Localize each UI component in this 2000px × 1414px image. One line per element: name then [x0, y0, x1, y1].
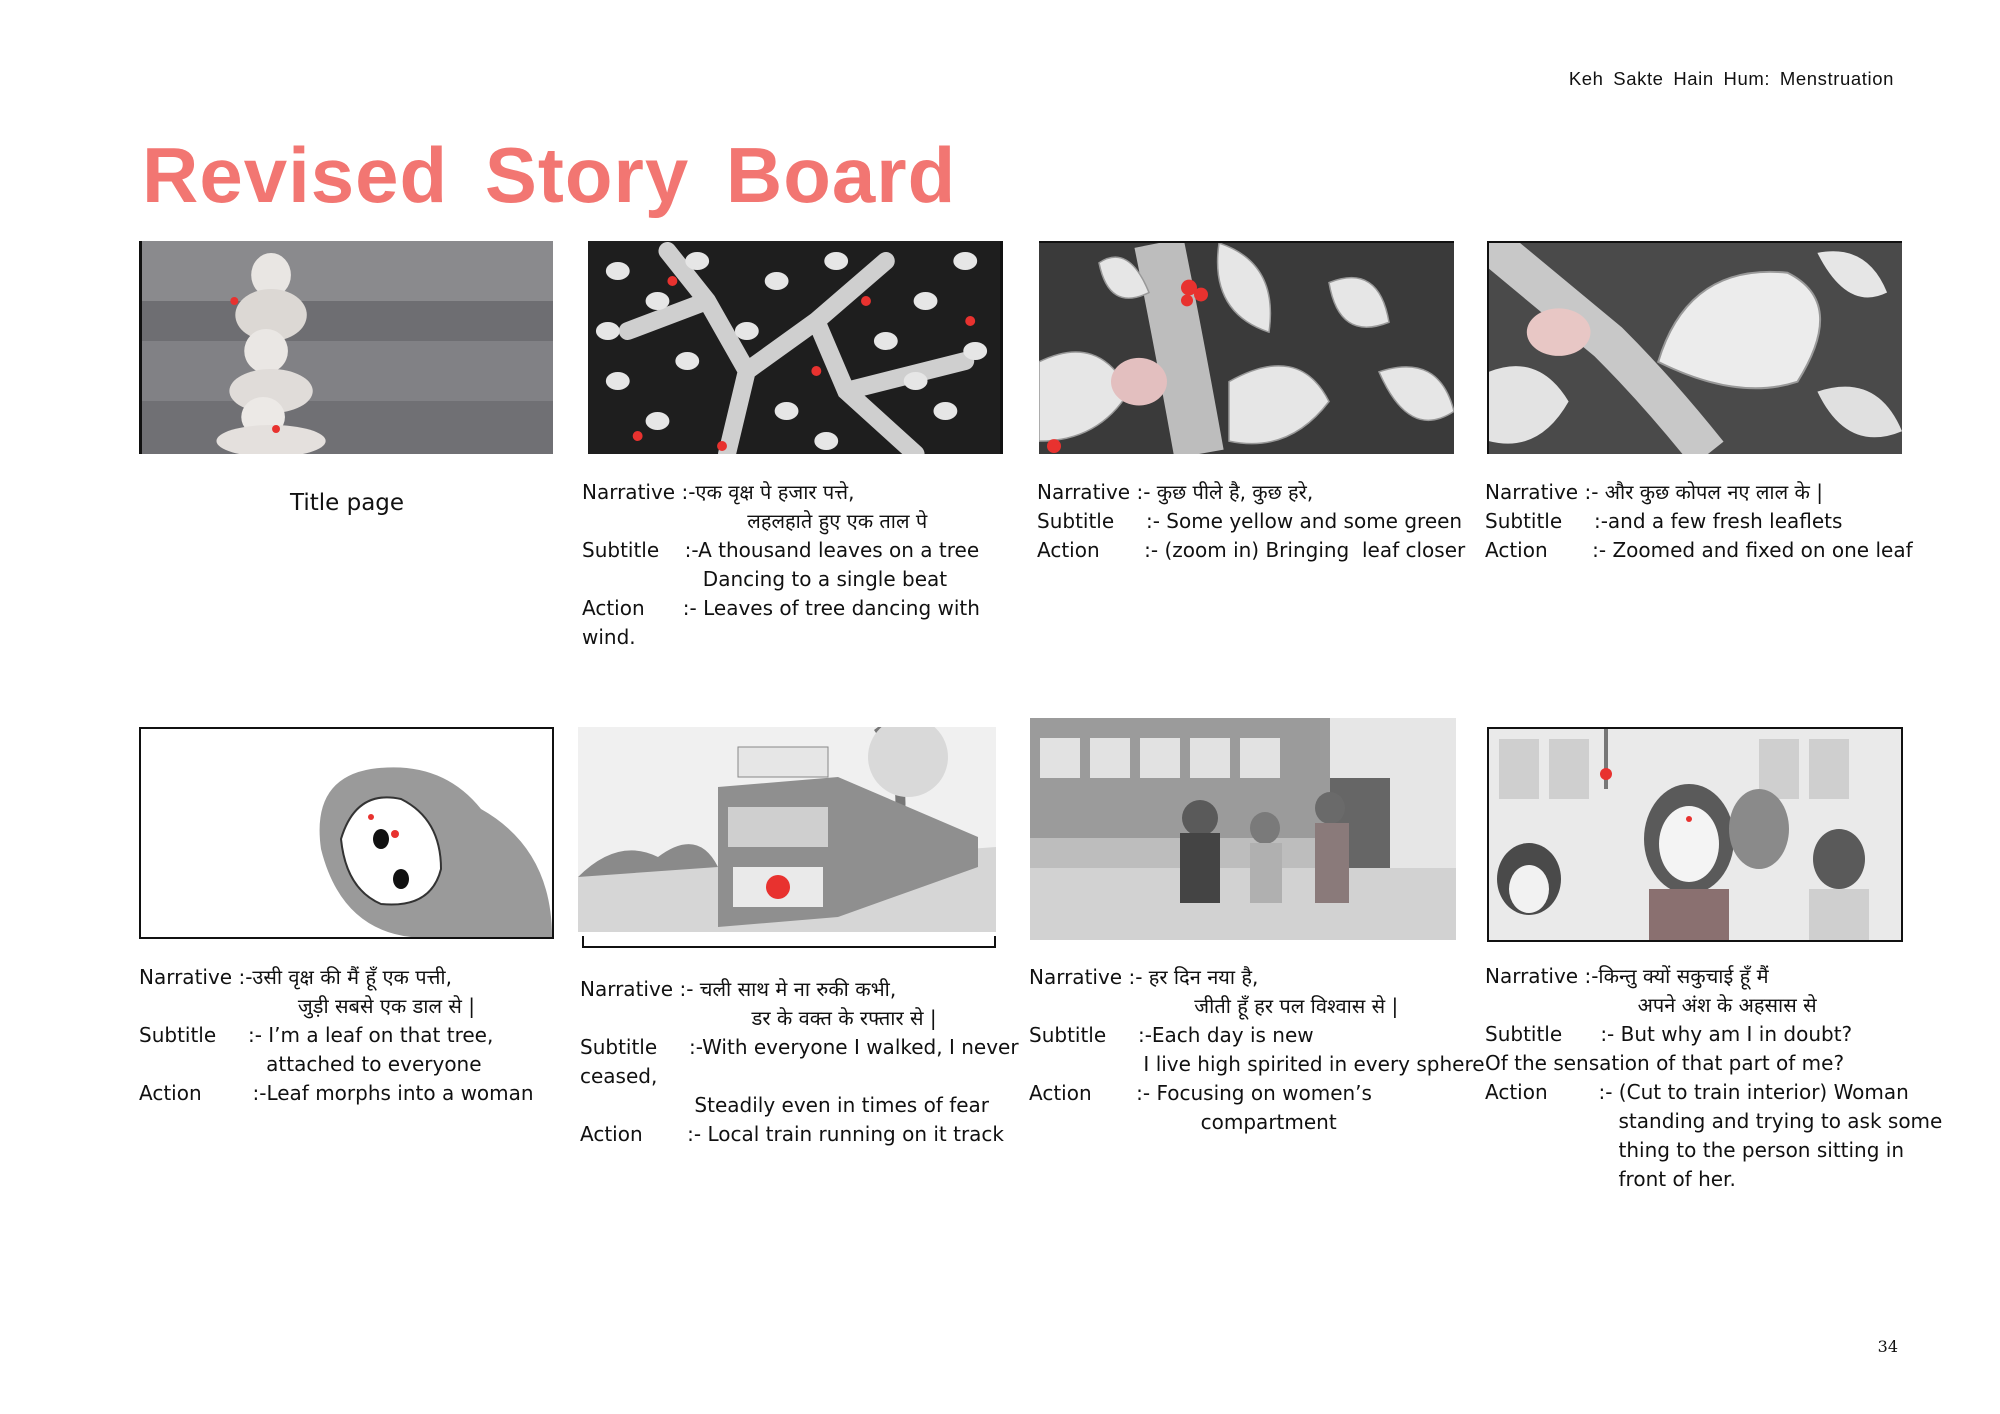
panel-3-image — [1039, 241, 1454, 454]
caption-line: compartment — [1029, 1110, 1337, 1134]
panel-1-caption: Title page — [290, 490, 405, 516]
caption-line: Narrative :-एक वृक्ष पे हजार पत्ते, — [582, 480, 855, 504]
caption-line: Narrative :-किन्तु क्यों सकुचाई हूँ मैं — [1485, 964, 1769, 988]
caption-line: Narrative :-उसी वृक्ष की मैं हूँ एक पत्ती, — [139, 965, 452, 989]
caption-line: Action :- Local train running on it track — [580, 1122, 1005, 1146]
panel-8-caption — [1485, 962, 1943, 1194]
caption-line: wind. — [582, 625, 636, 649]
caption-line: Narrative :- कुछ पीले है, कुछ हरे, — [1037, 480, 1314, 504]
caption-line: thing to the person sitting in — [1485, 1138, 1905, 1162]
caption-line: front of her. — [1485, 1167, 1736, 1191]
panel-3-caption — [1037, 478, 1467, 565]
caption-line: ceased, — [580, 1064, 658, 1088]
caption-line: Dancing to a single beat — [582, 567, 948, 591]
caption-line: Action :- Leaves of tree dancing with — [582, 596, 980, 620]
caption-line: Subtitle :-With everyone I walked, I never — [580, 1035, 1019, 1059]
panel-8-image — [1487, 727, 1903, 942]
caption-line: Subtitle :- Some yellow and some green — [1037, 509, 1463, 533]
caption-line: Narrative :- चली साथ मे ना रुकी कभी, — [580, 977, 897, 1001]
page-title: Revised Story Board — [142, 131, 957, 219]
caption-line: I live high spirited in every sphere — [1029, 1052, 1485, 1076]
panel-7-image — [1030, 718, 1456, 940]
caption-line: Narrative :- और कुछ कोपल नए लाल के | — [1485, 480, 1823, 504]
caption-line: Action :- (zoom in) Bringing leaf closer — [1037, 538, 1466, 562]
panel-6-bracket — [582, 936, 996, 948]
caption-line: Narrative :- हर दिन नया है, — [1029, 965, 1259, 989]
panel-6-image — [578, 727, 996, 932]
caption-line: जुड़ी सबसे एक डाल से | — [139, 994, 476, 1018]
caption-line: जीती हूँ हर पल विश्वास से | — [1029, 994, 1399, 1018]
caption-line: Action :-Leaf morphs into a woman — [139, 1081, 534, 1105]
panel-6-caption — [580, 975, 1019, 1149]
caption-line: standing and trying to ask some — [1485, 1109, 1943, 1133]
caption-line: Action :- Focusing on women’s — [1029, 1081, 1372, 1105]
caption-line: Subtitle :-Each day is new — [1029, 1023, 1314, 1047]
caption-line: लहलहाते हुए एक ताल पे — [582, 509, 928, 533]
caption-line: Subtitle :- But why am I in doubt? — [1485, 1022, 1853, 1046]
caption-line: attached to everyone — [139, 1052, 482, 1076]
panel-7-caption — [1029, 963, 1485, 1137]
panel-5-image — [139, 727, 554, 939]
page-number: 34 — [1877, 1337, 1898, 1356]
caption-line: Of the sensation of that part of me? — [1485, 1051, 1845, 1075]
caption-line: Subtitle :-and a few fresh leaflets — [1485, 509, 1843, 533]
running-header: Keh Sakte Hain Hum: Menstruation — [1568, 68, 1894, 89]
panel-4-caption — [1485, 478, 1915, 565]
caption-line: Action :- Zoomed and fixed on one leaf — [1485, 538, 1913, 562]
caption-line: डर के वक्त के रफ्तार से | — [580, 1006, 937, 1030]
caption-line: Action :- (Cut to train interior) Woman — [1485, 1080, 1909, 1104]
caption-line: Subtitle :-A thousand leaves on a tree — [582, 538, 980, 562]
panel-4-image — [1487, 241, 1902, 454]
panel-1-image — [139, 241, 553, 454]
panel-5-caption — [139, 963, 569, 1108]
caption-line: अपने अंश के अहसास से — [1485, 993, 1817, 1017]
caption-line: Steadily even in times of fear — [580, 1093, 990, 1117]
panel-2-image — [588, 241, 1003, 454]
panel-2-caption — [582, 478, 1002, 652]
caption-line: Subtitle :- I’m a leaf on that tree, — [139, 1023, 494, 1047]
